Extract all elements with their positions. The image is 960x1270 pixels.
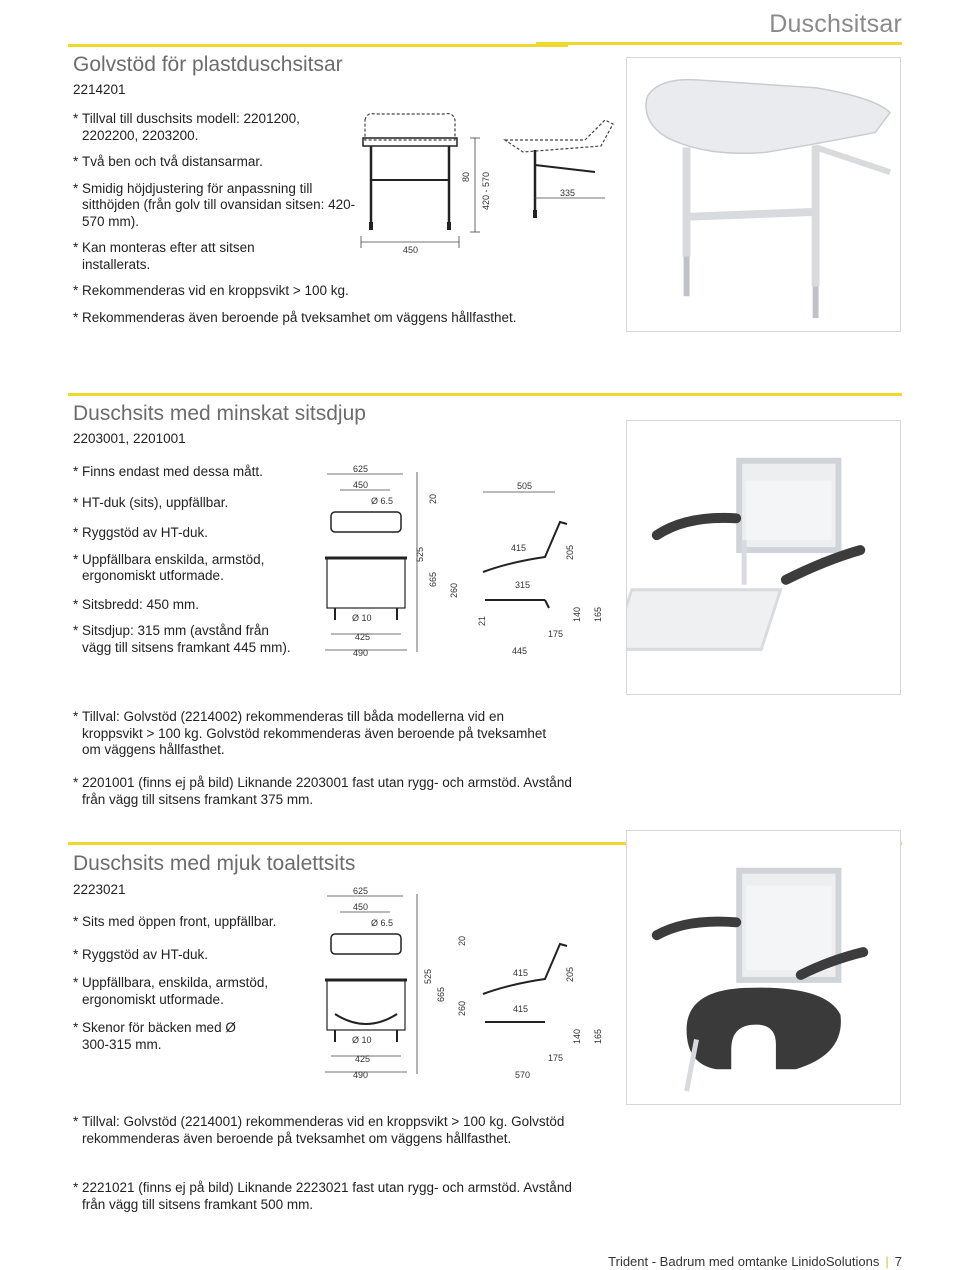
section3-title: Duschsits med mjuk toalettsits bbox=[73, 852, 356, 875]
dim-490: 490 bbox=[353, 648, 369, 658]
bullet: * Ryggstöd av HT-duk. bbox=[73, 525, 318, 542]
bullet: * HT-duk (sits), uppfällbar. bbox=[73, 495, 318, 512]
section2-drawing bbox=[305, 462, 610, 662]
page-header-title: Duschsitsar bbox=[769, 10, 902, 38]
dim-20: 20 bbox=[457, 935, 467, 946]
dim-490: 490 bbox=[353, 1070, 369, 1080]
dim-315: 315 bbox=[515, 580, 531, 590]
dim-165: 165 bbox=[593, 1028, 603, 1044]
dim-tube: Ø 10 bbox=[352, 613, 372, 623]
dim-hole: Ø 6.5 bbox=[371, 496, 394, 506]
dim-175: 175 bbox=[548, 1053, 564, 1063]
bullet: * Kan monteras efter att sitsen installerats. bbox=[73, 240, 303, 273]
dim-415-a: 415 bbox=[513, 968, 529, 978]
bullet: * Sitsbredd: 450 mm. bbox=[73, 597, 318, 614]
section3-note-1: * Tillval: Golvstöd (2214001) rekommenderas vid en kroppsvikt > 100 kg. Golvstöd rekommenderas även beroende på tveksamhet om väggens hållfasthet. bbox=[73, 1114, 573, 1147]
dim-260: 260 bbox=[457, 1000, 467, 1016]
footer-separator: | bbox=[885, 1254, 889, 1269]
dim-450: 450 bbox=[353, 902, 369, 912]
dim-445: 445 bbox=[512, 646, 528, 656]
bullet: * Finns endast med dessa mått. bbox=[73, 464, 318, 481]
dim-525: 525 bbox=[415, 546, 425, 562]
dim-665: 665 bbox=[436, 986, 446, 1002]
dim-205: 205 bbox=[565, 966, 575, 982]
section2-note-1: * Tillval: Golvstöd (2214002) rekommenderas till båda modellerna vid en kroppsvikt > 100 kg. Golvstöd rekommenderas även beroende på tveksamhet om väggens hållfasthet. bbox=[73, 709, 563, 759]
dim-420-570: 420 - 570 bbox=[481, 171, 491, 210]
section1-product-photo bbox=[626, 57, 901, 332]
page-number: 7 bbox=[894, 1254, 902, 1269]
section2-title: Duschsits med minskat sitsdjup bbox=[73, 402, 366, 425]
toilet-seat-chair-image bbox=[627, 831, 900, 1104]
dim-260: 260 bbox=[449, 582, 459, 598]
section1-rule bbox=[68, 44, 568, 47]
dim-425: 425 bbox=[355, 632, 371, 642]
section2-product-photo bbox=[626, 420, 901, 695]
section3-article-number: 2223021 bbox=[73, 882, 126, 897]
section1-drawing bbox=[355, 110, 615, 260]
floor-support-image bbox=[627, 58, 900, 331]
header-rule bbox=[536, 42, 902, 45]
section2-rule bbox=[68, 393, 902, 396]
bullet: * Ryggstöd av HT-duk. bbox=[73, 947, 318, 964]
section2-bullets bbox=[73, 464, 318, 656]
shower-seat-image bbox=[627, 421, 900, 694]
dim-665: 665 bbox=[428, 571, 438, 587]
dim-335: 335 bbox=[560, 188, 576, 198]
bullet: * Uppfällbara, enskilda, armstöd, ergonomiskt utformade. bbox=[73, 975, 298, 1008]
section3-bullets bbox=[73, 914, 318, 1053]
section2-article-number: 2203001, 2201001 bbox=[73, 431, 186, 446]
dim-205: 205 bbox=[565, 544, 575, 560]
dim-425: 425 bbox=[355, 1054, 371, 1064]
section1-title: Golvstöd för plastduschsitsar bbox=[73, 53, 343, 76]
dim-20: 20 bbox=[428, 493, 438, 504]
dim-165: 165 bbox=[593, 606, 603, 622]
dim-415-b: 415 bbox=[513, 1004, 529, 1014]
dim-570: 570 bbox=[515, 1070, 531, 1080]
dim-140: 140 bbox=[572, 1028, 582, 1044]
bullet: * Sitsdjup: 315 mm (avstånd från vägg till sitsens framkant 445 mm). bbox=[73, 623, 298, 656]
bullet: * Två ben och två distansarmar. bbox=[73, 154, 363, 171]
bullet: * Sits med öppen front, uppfällbar. bbox=[73, 914, 318, 931]
bullet: * Tillval till duschsits modell: 2201200, 2202200, 2203200. bbox=[73, 111, 343, 144]
dim-450: 450 bbox=[403, 245, 419, 255]
dim-80: 80 bbox=[461, 171, 471, 182]
section3-note-2: * 2221021 (finns ej på bild) Liknande 2223021 fast utan rygg- och armstöd. Avstånd från vägg till sitsens framkant 500 mm. bbox=[73, 1180, 593, 1213]
bullet: * Uppfällbara enskilda, armstöd, ergonomiskt utformade. bbox=[73, 552, 298, 585]
section3-product-photo bbox=[626, 830, 901, 1105]
dim-625: 625 bbox=[353, 464, 369, 474]
section2-note-2: * 2201001 (finns ej på bild) Liknande 2203001 fast utan rygg- och armstöd. Avstånd från vägg till sitsens framkant 375 mm. bbox=[73, 775, 593, 808]
bullet: * Skenor för bäcken med Ø 300-315 mm. bbox=[73, 1020, 263, 1053]
dim-505: 505 bbox=[517, 481, 533, 491]
section3-drawing bbox=[305, 884, 610, 1084]
bullet: * Smidig höjdjustering för anpassning till sitthöjden (från golv till ovansidan sitsen: 420-570 mm). bbox=[73, 181, 358, 231]
dim-450: 450 bbox=[353, 480, 369, 490]
dim-hole: Ø 6.5 bbox=[371, 918, 394, 928]
dim-175: 175 bbox=[548, 629, 564, 639]
dim-21: 21 bbox=[477, 615, 487, 626]
footer-publication: Trident - Badrum med omtanke LinidoSolutions bbox=[608, 1254, 880, 1269]
page-footer bbox=[608, 1254, 902, 1269]
section1-article-number: 2214201 bbox=[73, 82, 126, 97]
dim-140: 140 bbox=[572, 606, 582, 622]
bullet: * Rekommenderas även beroende på tveksamhet om väggens hållfasthet. bbox=[73, 310, 633, 327]
bullet: * Rekommenderas vid en kroppsvikt > 100 kg. bbox=[73, 283, 473, 300]
dim-625: 625 bbox=[353, 886, 369, 896]
dim-tube: Ø 10 bbox=[352, 1035, 372, 1045]
dim-525: 525 bbox=[423, 968, 433, 984]
dim-415: 415 bbox=[511, 543, 527, 553]
